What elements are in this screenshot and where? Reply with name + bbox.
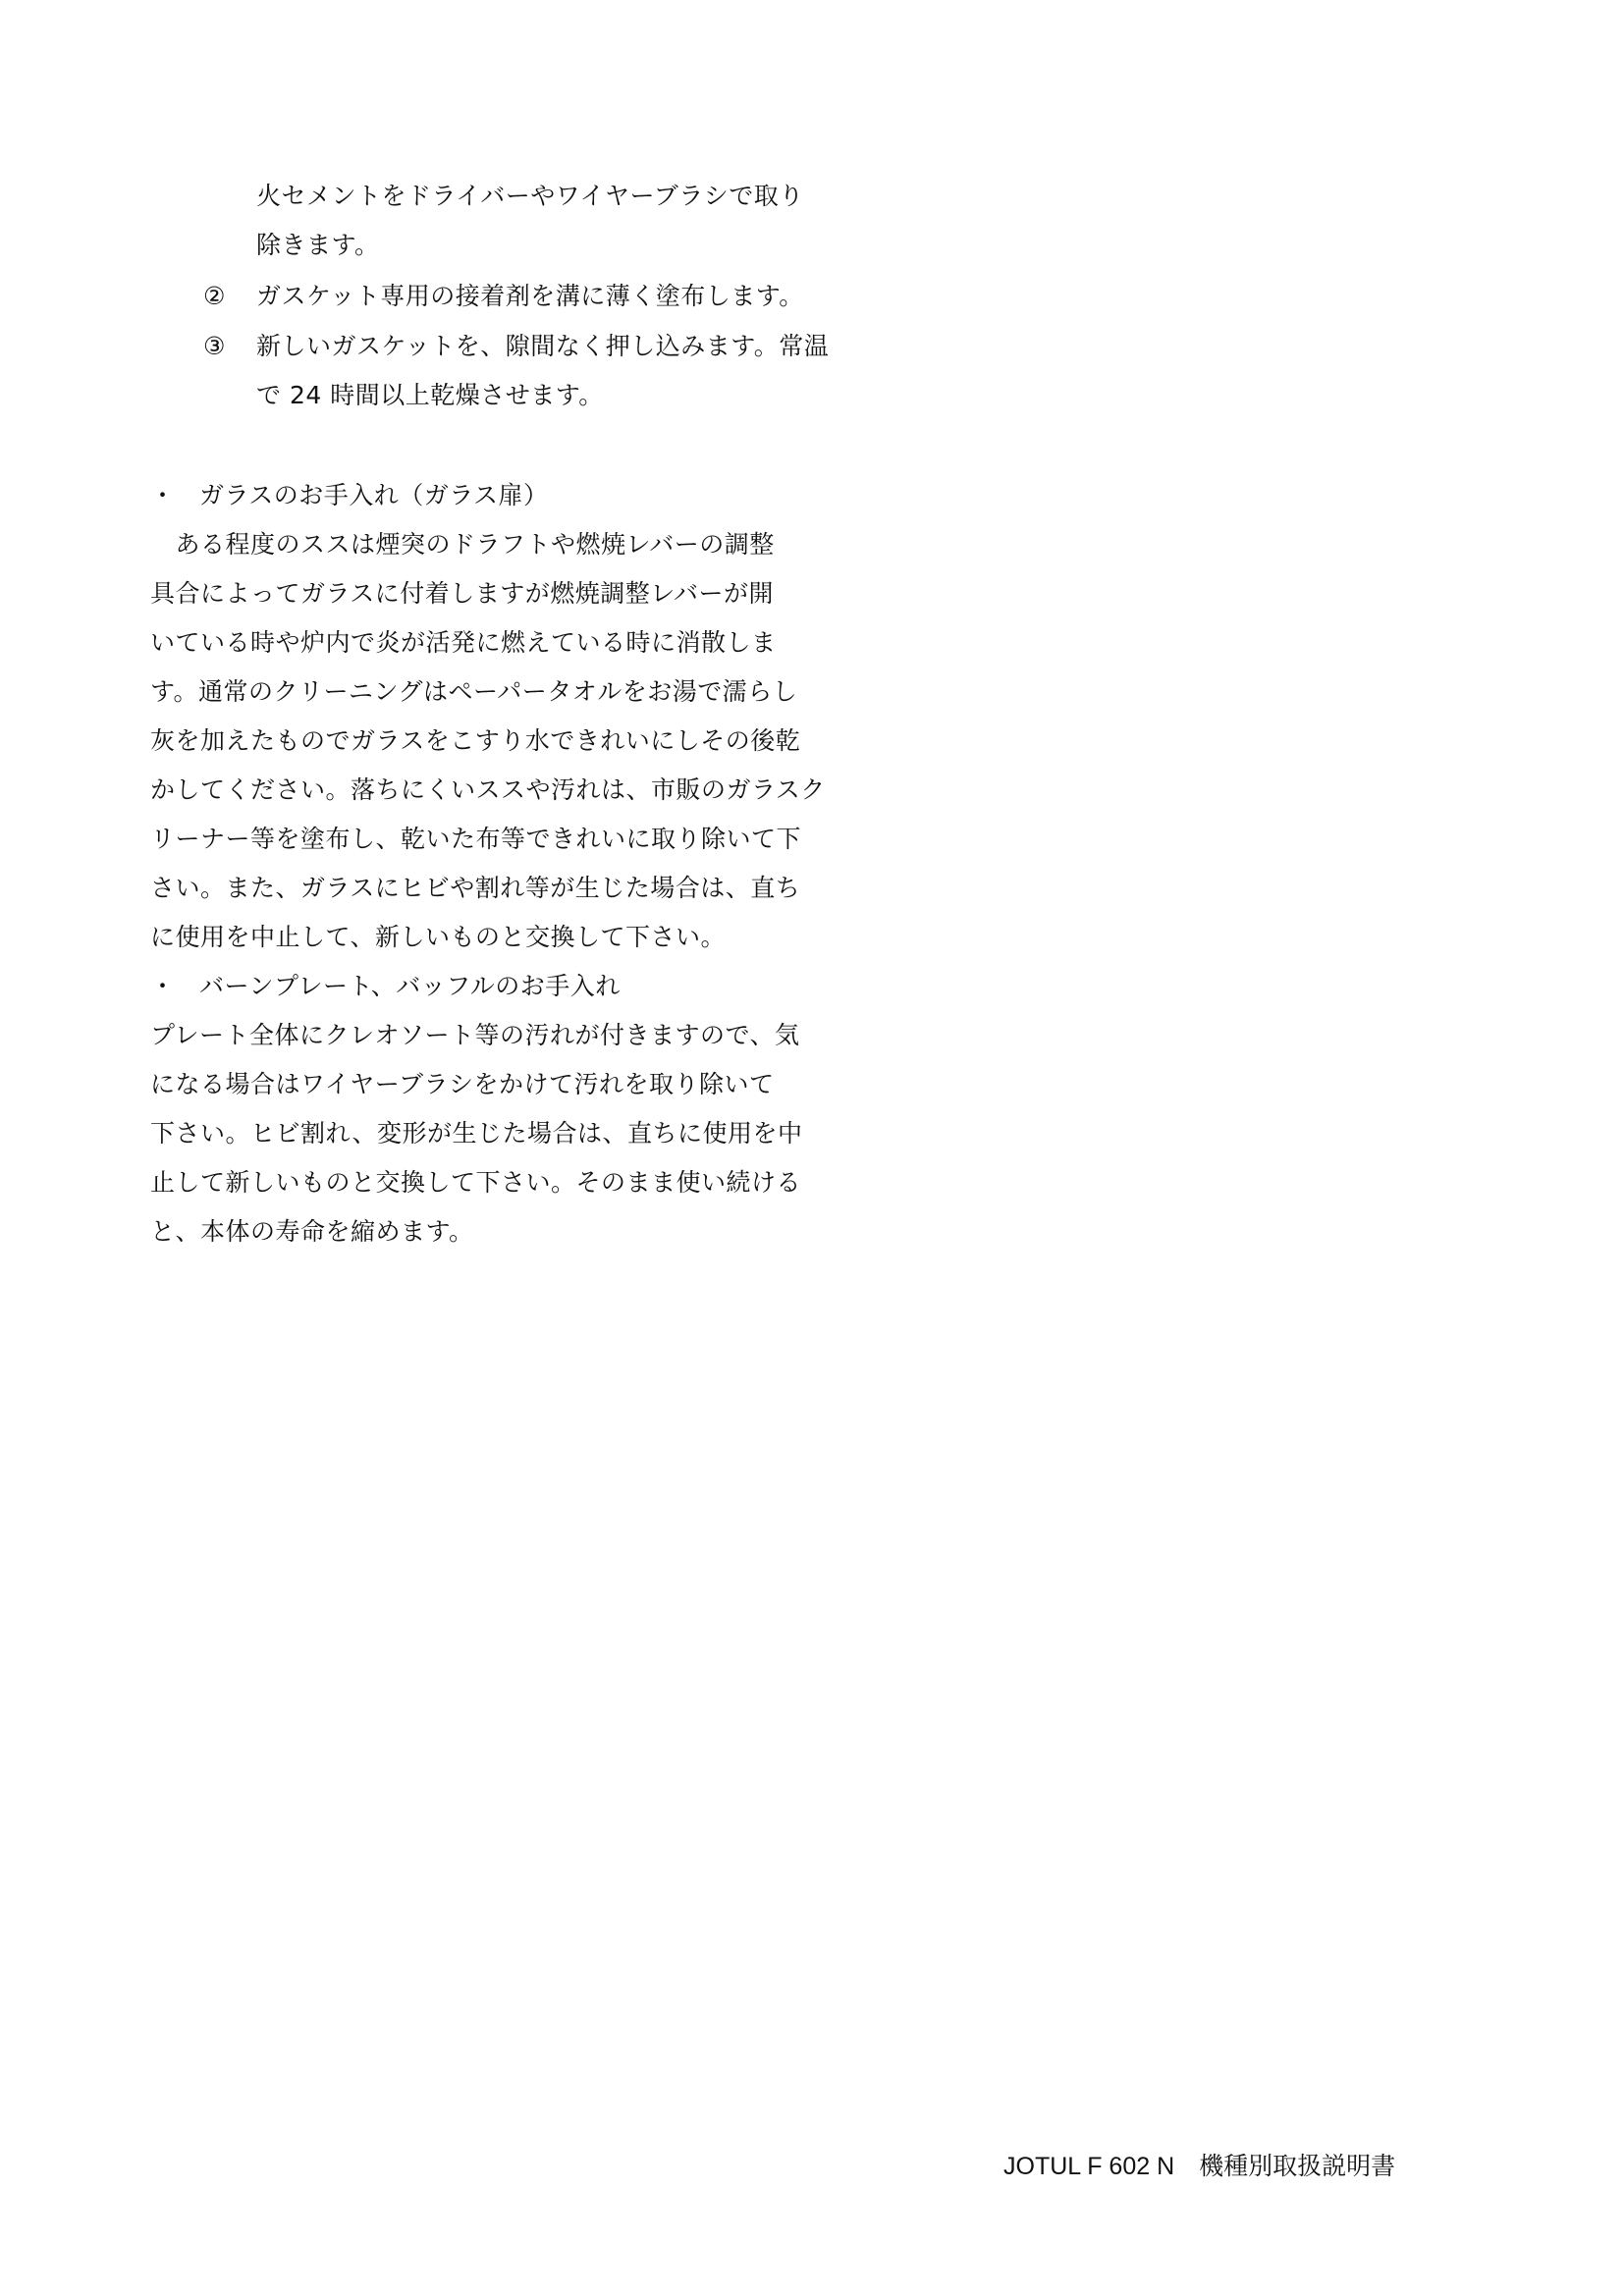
- step3-line-1: 新しいガスケットを、隙間なく押し込みます。常温: [256, 332, 830, 360]
- glass-line-4: す。通常のクリーニングはペーパータオルをお湯で濡らし: [150, 677, 798, 706]
- step1-line-2: 除きます。: [256, 231, 380, 259]
- glass-section-heading: ガラスのお手入れ（ガラス扉）: [199, 481, 549, 509]
- burnplate-line-3: 下さい。ヒビ割れ、変形が生じた場合は、直ちに使用を中: [150, 1119, 803, 1148]
- page-footer: JOTUL F 602 N 機種別取扱説明書: [1003, 2153, 1396, 2180]
- glass-line-9: に使用を中止して、新しいものと交換して下さい。: [150, 923, 727, 951]
- burnplate-line-2: になる場合はワイヤーブラシをかけて汚れを取り除いて: [150, 1070, 775, 1098]
- glass-line-5: 灰を加えたものでガラスをこすり水できれいにしその後乾: [150, 726, 801, 755]
- burnplate-section-bullet: ・: [150, 972, 176, 1000]
- glass-line-8: さい。また、ガラスにヒビや割れ等が生じた場合は、直ち: [150, 874, 801, 902]
- step1-line-1: 火セメントをドライバーやワイヤーブラシで取り: [256, 182, 804, 210]
- burnplate-line-1: プレート全体にクレオソート等の汚れが付きますので、気: [150, 1021, 800, 1049]
- glass-line-1: ある程度のススは煙突のドラフトや燃焼レバーの調整: [150, 530, 775, 559]
- glass-line-6: かしてください。落ちにくいススや汚れは、市販のガラスク: [150, 775, 826, 804]
- glass-line-7: リーナー等を塗布し、乾いた布等できれいに取り除いて下: [150, 825, 802, 853]
- glass-line-2: 具合によってガラスに付着しますが燃焼調整レバーが開: [150, 579, 775, 608]
- step2-marker: ②: [203, 282, 226, 310]
- burnplate-line-4: 止して新しいものと交換して下さい。そのまま使い続ける: [150, 1168, 802, 1197]
- burnplate-line-5: と、本体の寿命を縮めます。: [150, 1217, 474, 1246]
- step3-marker: ③: [203, 332, 226, 360]
- glass-line-3: いている時や炉内で炎が活発に燃えている時に消散しま: [150, 628, 777, 657]
- step2-line-1: ガスケット専用の接着剤を溝に薄く塗布します。: [256, 282, 804, 310]
- burnplate-section-heading: バーンプレート、バッフルのお手入れ: [199, 972, 621, 1000]
- glass-section-bullet: ・: [150, 481, 176, 509]
- step3-line-2: で 24 時間以上乾燥させます。: [256, 381, 604, 409]
